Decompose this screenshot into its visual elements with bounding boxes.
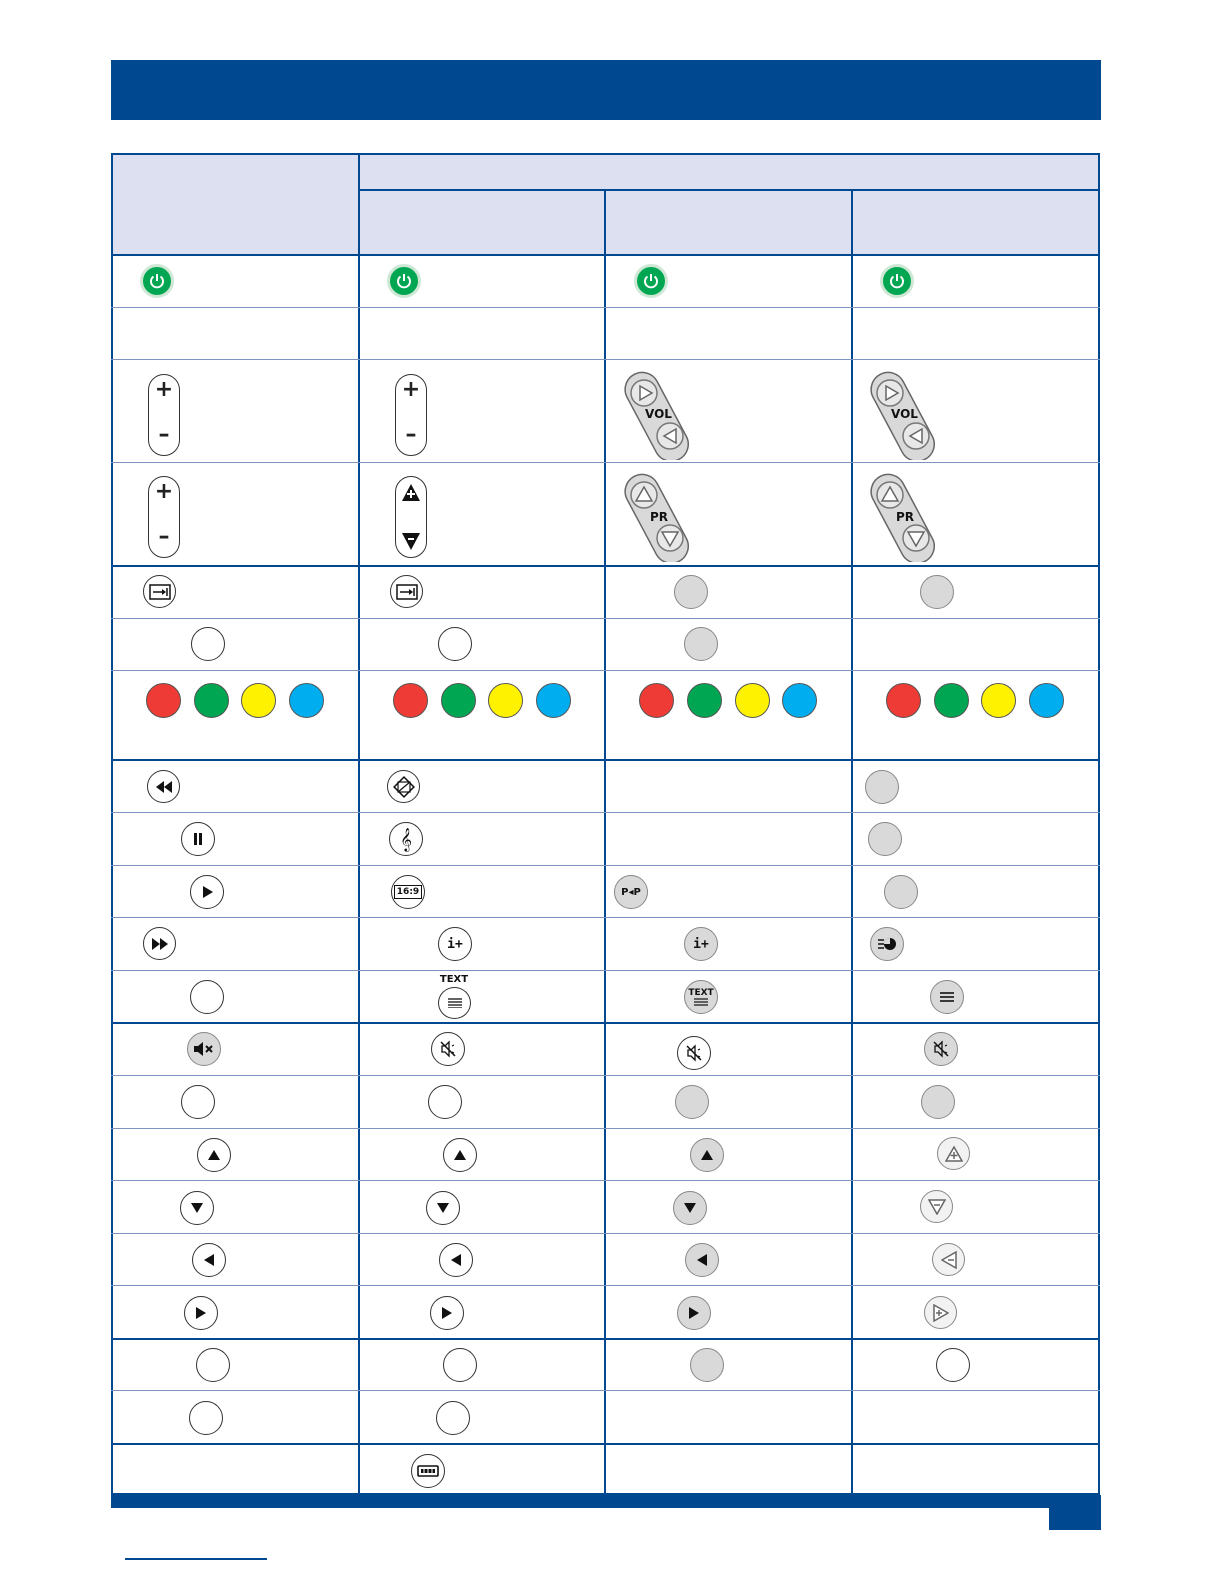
info-icon xyxy=(684,927,718,961)
pr-label: PR xyxy=(896,510,915,524)
table-header-col-4 xyxy=(853,191,1098,254)
table-header-col-2 xyxy=(360,191,604,254)
blue-button xyxy=(536,683,571,718)
volume-rocker xyxy=(395,374,427,456)
red-button xyxy=(146,683,181,718)
channel-rocker xyxy=(395,476,427,558)
row-divider xyxy=(111,812,1100,813)
power-icon xyxy=(880,264,914,298)
rewind-icon xyxy=(147,770,180,803)
blue-button xyxy=(1029,683,1064,718)
fast-forward-icon xyxy=(143,927,176,960)
column-divider xyxy=(851,189,853,1495)
vol-rocker xyxy=(620,370,696,460)
table-header-col-3 xyxy=(606,191,851,254)
header-bar xyxy=(111,60,1101,120)
blank-grey-button xyxy=(920,575,954,609)
up-arrow-icon xyxy=(937,1137,970,1170)
row-divider xyxy=(111,307,1100,308)
sound-mode-icon: 𝄞 xyxy=(389,822,423,856)
row-divider xyxy=(111,759,1100,761)
blank-button xyxy=(189,1401,223,1435)
info-label: i+ xyxy=(693,936,709,952)
left-arrow-icon xyxy=(439,1243,473,1277)
plus-label: + xyxy=(401,377,421,402)
plus-label: + xyxy=(154,479,174,504)
pr-label: PR xyxy=(650,510,669,524)
mute-icon xyxy=(187,1032,221,1066)
minus-label: – xyxy=(405,422,417,447)
left-arrow-icon xyxy=(932,1243,965,1276)
left-arrow-icon xyxy=(192,1243,226,1277)
blank-button xyxy=(936,1348,970,1382)
row-divider xyxy=(111,565,1100,567)
down-arrow-icon xyxy=(673,1191,707,1225)
usb-icon xyxy=(411,1454,445,1488)
blank-button xyxy=(428,1085,462,1119)
table-header-group xyxy=(360,155,1098,189)
green-button xyxy=(934,683,969,718)
yellow-button xyxy=(488,683,523,718)
source-icon xyxy=(390,575,423,608)
vol-label: VOL xyxy=(645,407,672,421)
teletext-icon xyxy=(684,980,718,1014)
down-arrow-icon xyxy=(426,1191,460,1225)
right-arrow-icon xyxy=(924,1296,957,1329)
info-label: i+ xyxy=(447,936,463,952)
volume-rocker xyxy=(148,374,180,456)
channel-up-icon xyxy=(401,483,421,503)
column-divider xyxy=(358,153,360,1495)
timer-icon xyxy=(870,927,904,961)
blank-grey-button xyxy=(865,770,899,804)
plus-label: + xyxy=(154,377,174,402)
row-divider xyxy=(111,1443,1100,1445)
row-divider xyxy=(111,618,1100,619)
row-divider xyxy=(111,1128,1100,1129)
picture-mode-icon xyxy=(387,770,420,803)
red-button xyxy=(393,683,428,718)
row-divider xyxy=(111,462,1100,463)
row-divider xyxy=(111,254,1100,256)
minus-label: – xyxy=(158,524,170,549)
blank-button xyxy=(436,1401,470,1435)
blank-button xyxy=(196,1348,230,1382)
mute-icon xyxy=(677,1036,711,1070)
blank-button xyxy=(191,627,225,661)
menu-icon xyxy=(930,980,964,1014)
row-divider xyxy=(111,670,1100,671)
row-divider xyxy=(111,1390,1100,1391)
column-divider xyxy=(604,189,606,1495)
aspect-ratio-icon xyxy=(391,875,425,909)
right-arrow-icon xyxy=(430,1296,464,1330)
row-divider xyxy=(111,1022,1100,1024)
mute-icon xyxy=(924,1032,958,1066)
minus-label: – xyxy=(158,422,170,447)
up-arrow-icon xyxy=(197,1138,231,1172)
teletext-caption: TEXT xyxy=(439,974,469,985)
red-button xyxy=(639,683,674,718)
blue-button xyxy=(782,683,817,718)
aspect-label: 16:9 xyxy=(394,885,422,899)
blank-grey-button xyxy=(868,822,902,856)
blank-grey-button xyxy=(674,575,708,609)
pr-rocker xyxy=(620,472,696,562)
power-icon xyxy=(634,264,668,298)
info-icon xyxy=(438,927,472,961)
pip-label: P◂P xyxy=(621,886,641,898)
mute-icon xyxy=(431,1032,465,1066)
channel-rocker xyxy=(148,476,180,558)
pip-icon xyxy=(614,875,648,909)
yellow-button xyxy=(735,683,770,718)
footnote-rule xyxy=(125,1558,267,1560)
vol-label: VOL xyxy=(891,407,918,421)
channel-down-icon xyxy=(401,531,421,551)
row-divider xyxy=(111,1285,1100,1286)
blank-grey-button xyxy=(675,1085,709,1119)
left-arrow-icon xyxy=(685,1243,719,1277)
down-arrow-icon xyxy=(920,1190,953,1223)
blank-button xyxy=(443,1348,477,1382)
green-button xyxy=(687,683,722,718)
green-button xyxy=(194,683,229,718)
power-icon xyxy=(140,264,174,298)
teletext-icon xyxy=(438,987,471,1019)
pause-icon xyxy=(181,822,215,856)
blank-grey-button xyxy=(684,627,718,661)
row-divider xyxy=(111,917,1100,918)
yellow-button xyxy=(241,683,276,718)
row-divider xyxy=(111,1338,1100,1340)
right-arrow-icon xyxy=(677,1296,711,1330)
source-icon xyxy=(143,575,176,608)
blank-button xyxy=(438,627,472,661)
blank-grey-button xyxy=(921,1085,955,1119)
row-divider xyxy=(111,1075,1100,1076)
yellow-button xyxy=(981,683,1016,718)
pr-rocker xyxy=(866,472,942,562)
red-button xyxy=(886,683,921,718)
blank-button xyxy=(190,980,224,1014)
vol-rocker xyxy=(866,370,942,460)
row-divider xyxy=(111,1233,1100,1234)
row-divider xyxy=(111,865,1100,866)
up-arrow-icon xyxy=(690,1138,724,1172)
blank-grey-button xyxy=(690,1348,724,1382)
up-arrow-icon xyxy=(443,1138,477,1172)
row-divider xyxy=(111,1180,1100,1181)
blank-button xyxy=(181,1085,215,1119)
table-header-corner xyxy=(113,155,358,254)
right-arrow-icon xyxy=(184,1296,218,1330)
power-icon xyxy=(387,264,421,298)
play-icon xyxy=(190,875,224,909)
page-number-tab xyxy=(1049,1508,1101,1530)
teletext-label: TEXT xyxy=(688,987,714,998)
blue-button xyxy=(289,683,324,718)
row-divider xyxy=(358,189,1100,191)
green-button xyxy=(441,683,476,718)
down-arrow-icon xyxy=(180,1191,214,1225)
row-divider xyxy=(111,359,1100,360)
blank-grey-button xyxy=(884,875,918,909)
footer-bar xyxy=(111,1495,1101,1508)
row-divider xyxy=(111,970,1100,971)
